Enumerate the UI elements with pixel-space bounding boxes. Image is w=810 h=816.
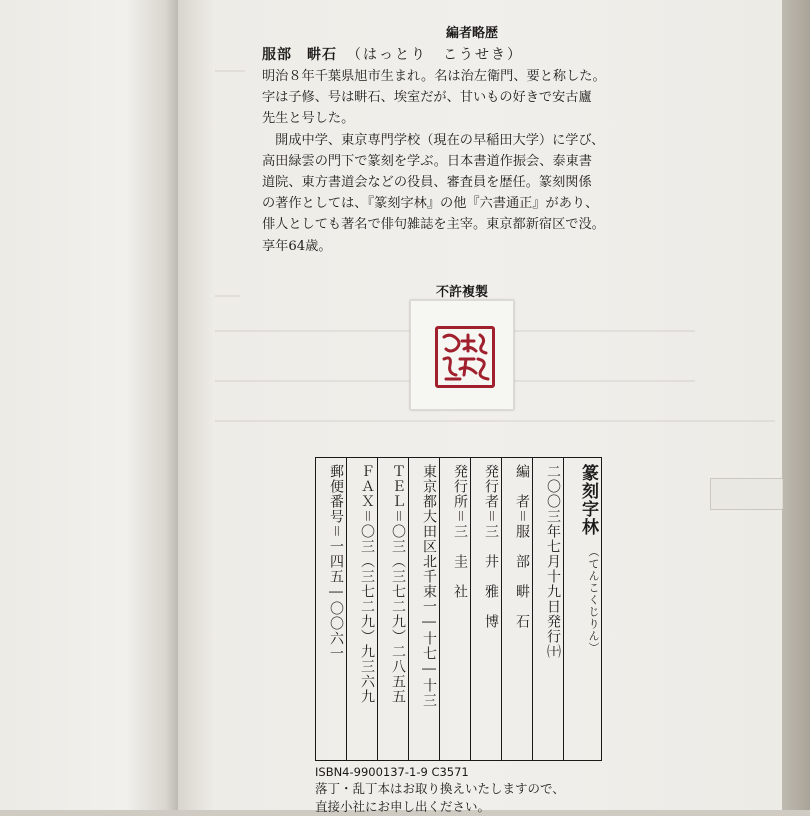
book-edge bbox=[782, 0, 810, 810]
author-biography bbox=[262, 22, 682, 257]
replacement-notice: 落丁・乱丁本はお取り換えいたしますので、 直接小社にお申し出ください。 bbox=[315, 781, 565, 814]
colophon-box bbox=[315, 457, 602, 761]
colophon-fax: ＦＡＸ＝〇三（三七二九）九三六九 bbox=[346, 458, 377, 760]
biography-paragraph: 明治８年千葉県旭市生まれ。名は治左衛門、要と称した。 字は子修、号は畊石、埃室だが、甘いもの好きで安古廬 先生と号した。 bbox=[262, 69, 606, 127]
isbn-code: ISBN4-9900137-1-9 C3571 bbox=[315, 765, 469, 779]
seal-stamp-icon bbox=[435, 326, 495, 388]
colophon-issue-date: 二〇〇三年七月十九日発行㈩ bbox=[532, 458, 563, 760]
author-name bbox=[262, 44, 682, 64]
seal-paper bbox=[410, 300, 514, 410]
colophon-postal-code: 郵便番号＝一四五―〇〇六一 bbox=[328, 464, 344, 661]
author-name-reading: （はっとり こうせき） bbox=[347, 47, 523, 63]
colophon-editor: 編 者＝服 部 畊 石 bbox=[501, 458, 532, 760]
book-title-reading: （てんこくじりん） bbox=[587, 546, 600, 654]
author-name-text: 服部 畊石 bbox=[262, 47, 337, 63]
book-title: 篆刻字林 bbox=[578, 464, 598, 536]
colophon-address: 東京都大田区北千束一―十七―十三 bbox=[408, 458, 439, 760]
colophon-publisher: 発行者＝三 井 雅 博 bbox=[470, 458, 501, 760]
seal-glyph-icon bbox=[438, 329, 492, 385]
colophon-tel: ＴＥＬ＝〇三（三七二九）二八五五 bbox=[377, 458, 408, 760]
biography-paragraph: 開成中学、東京専門学校（現在の早稲田大学）に学び、 高田緑雲の門下で篆刻を学ぶ。日本書道作振会、泰東書 道院、東方書道会などの役員、審査員を歴任。篆刻関係 の著作としては、『篆刻字林』の他『六書通正』があり、 俳人としても著名で俳句雑誌を主宰。東京都新宿区で没。 享年64歳。 bbox=[262, 132, 605, 254]
show-through-tab bbox=[710, 478, 784, 510]
show-through bbox=[215, 420, 775, 422]
colophon-publishing-house: 発行所＝三 圭 社 bbox=[439, 458, 470, 760]
left-page bbox=[0, 0, 180, 810]
biography-heading: 編者略歴 bbox=[445, 26, 498, 41]
show-through bbox=[215, 295, 240, 297]
colophon-title-column bbox=[563, 458, 601, 760]
show-through bbox=[215, 70, 245, 72]
no-copy-label: 不許複製 bbox=[435, 285, 488, 300]
